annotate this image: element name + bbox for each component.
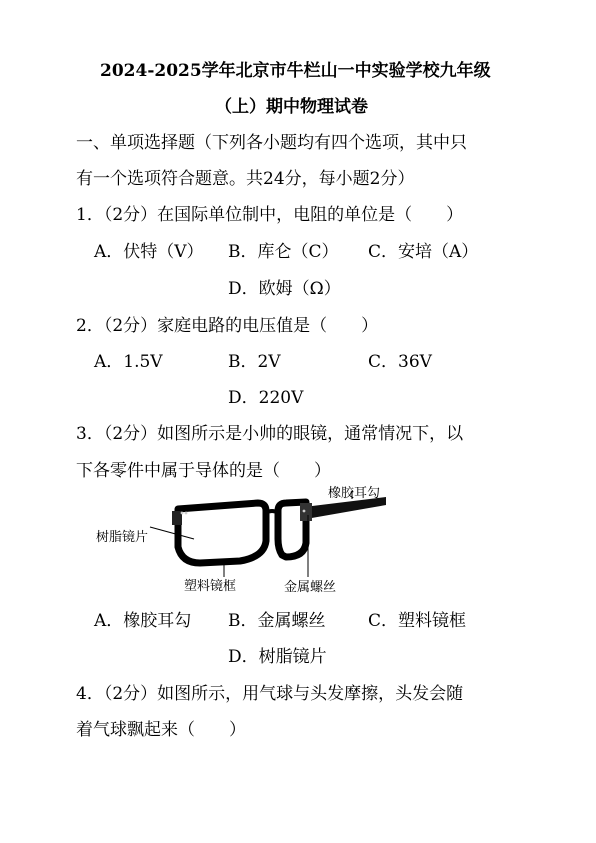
question-3-stem-line2: 下各零件中属于导体的是（ ）	[76, 461, 331, 481]
label-resin-lens: 树脂镜片	[96, 530, 149, 545]
section-heading-line1: 一、单项选择题（下列各小题均有四个选项，其中只	[76, 133, 467, 153]
glasses-figure	[90, 485, 400, 595]
section-heading-line2: 有一个选项符合题意。共24分，每小题2分）	[76, 169, 415, 189]
question-1-option-c[interactable]: C．安培（A）	[368, 242, 479, 262]
left-lens-frame	[178, 503, 266, 563]
temple-hinge	[300, 503, 312, 521]
question-1-option-d[interactable]: D．欧姆（Ω）	[228, 279, 341, 299]
question-1-option-a[interactable]: A．伏特（V）	[94, 242, 204, 262]
label-plastic-frame: 塑料镜框	[184, 579, 237, 594]
question-2-option-b[interactable]: B．2V	[228, 352, 281, 372]
question-4-stem-line2: 着气球飘起来（ ）	[76, 720, 246, 740]
question-3-option-d[interactable]: D．树脂镜片	[228, 647, 327, 667]
question-2-stem: 2．（2分）家庭电路的电压值是（ ）	[76, 316, 379, 336]
question-1-stem: 1．（2分）在国际单位制中，电阻的单位是（ ）	[76, 205, 464, 225]
left-hinge	[172, 511, 182, 525]
bridge	[266, 511, 278, 513]
label-rubber-hook: 橡胶耳勾	[328, 486, 381, 501]
question-2-option-d[interactable]: D．220V	[228, 388, 304, 408]
label-metal-screw: 金属螺丝	[284, 580, 337, 595]
question-3-option-b[interactable]: B．金属螺丝	[228, 611, 326, 631]
question-2-option-c[interactable]: C．36V	[368, 352, 432, 372]
question-2-option-a[interactable]: A．1.5V	[94, 352, 163, 372]
question-3-option-c[interactable]: C．塑料镜框	[368, 611, 467, 631]
question-3-stem-line1: 3．（2分）如图所示是小帅的眼镜，通常情况下，以	[76, 424, 464, 444]
exam-title-line1: 2024-2025学年北京市牛栏山一中实验学校九年级	[100, 61, 491, 81]
leader-resin-lens	[150, 527, 194, 539]
question-1-option-b[interactable]: B．库仑（C）	[228, 242, 339, 262]
exam-title-line2: （上）期中物理试卷	[215, 97, 368, 117]
screw-dot	[303, 510, 306, 513]
screw-dot	[185, 512, 188, 515]
question-3-option-a[interactable]: A．橡胶耳勾	[94, 611, 192, 631]
screw-dot	[181, 512, 184, 515]
question-4-stem-line1: 4．（2分）如图所示，用气球与头发摩擦，头发会随	[76, 684, 464, 704]
